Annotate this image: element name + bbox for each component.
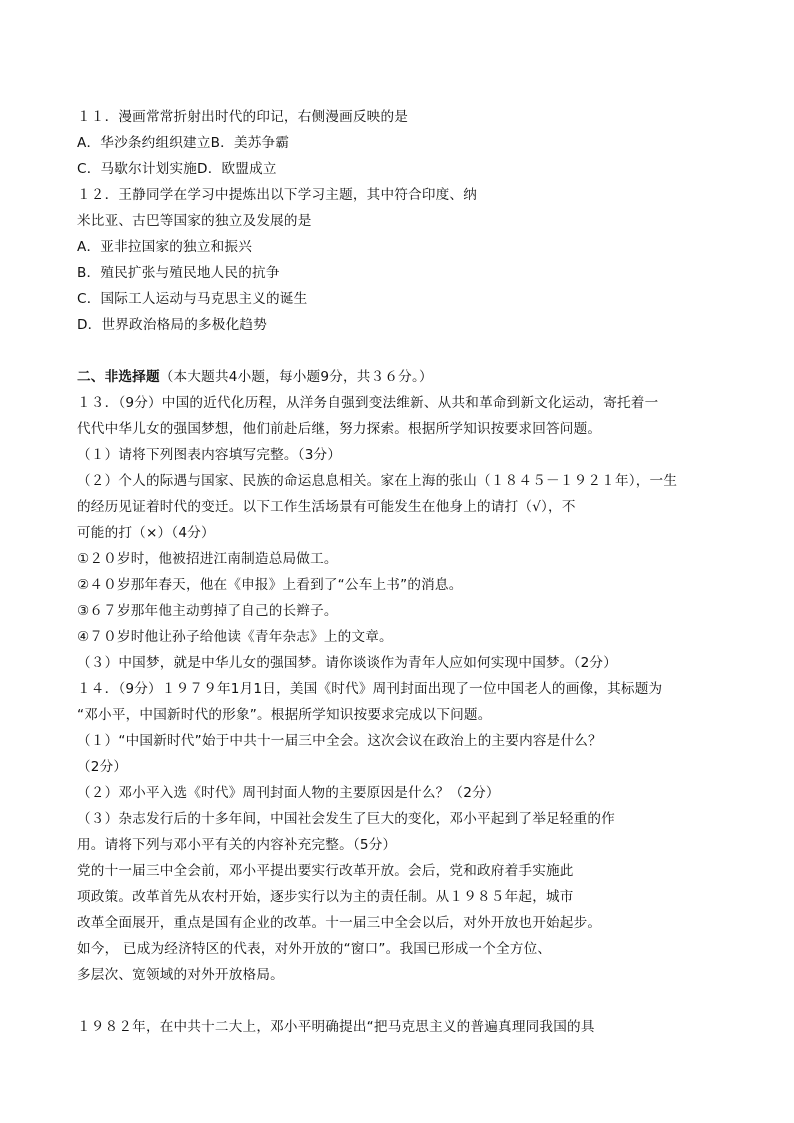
q13-sub-1: （１）请将下列图表内容填写完整。（3分） — [77, 447, 342, 463]
q14-sub-3: （３）杂志发行后的十多年间，中国社会发生了巨大的变化，邓小平起到了举足轻重的作 — [77, 811, 615, 827]
q13-line: １３．（9分）中国的近代化历程，从洋务自强到变法维新、从共和革命到新文化运动，寄托着一 — [77, 395, 659, 411]
q12-option-a: A．亚非拉国家的独立和振兴 — [77, 239, 253, 255]
q12-stem-line-2: 米比亚、古巴等国家的独立及发展的是 — [77, 213, 312, 229]
spacer — [77, 988, 717, 1014]
q12-stem-line-1: １２．王静同学在学习中提炼出以下学习主题，其中符合印度、纳 — [77, 187, 478, 203]
q13-item-1: ①２０岁时，他被招进江南制造总局做工。 — [77, 551, 338, 567]
q14-passage-line: 项政策。改革首先从农村开始，逐步实行以为主的责任制。从１９８５年起，城市 — [77, 889, 574, 905]
section-2-title: 二、非选择题 — [77, 369, 160, 385]
q14-sub-1: （１）“中国新时代”始于中共十一届三中全会。这次会议在政治上的主要内容是什么？ — [77, 733, 602, 749]
q14-passage-line: 改革全面展开，重点是国有企业的改革。十一届三中全会以后，对外开放也开始起步。 — [77, 915, 602, 931]
q13-item-2: ②４０岁那年春天，他在《申报》上看到了“公车上书”的消息。 — [77, 577, 463, 593]
q14-sub-2: （２）邓小平入选《时代》周刊封面人物的主要原因是什么？（2分） — [77, 785, 500, 801]
q14-line: 用。请将下列与邓小平有关的内容补充完整。（5分） — [77, 837, 397, 853]
q11-option-cd: C．马歇尔计划实施D．欧盟成立 — [77, 161, 277, 177]
spacer — [77, 338, 717, 364]
q14-passage-line: 党的十一届三中全会前，邓小平提出要实行改革开放。会后，党和政府着手实施此 — [77, 863, 574, 879]
q12-option-c: C．国际工人运动与马克思主义的诞生 — [77, 291, 308, 307]
q12-option-d: D．世界政治格局的多极化趋势 — [77, 317, 267, 333]
q14-line: １４．（9分）１９７９年1月1日，美国《时代》周刊封面出现了一位中国老人的画像，其标题为 — [77, 681, 663, 697]
section-2-note: （本大题共4小题，每小题9分，共３６分。） — [159, 369, 433, 385]
q13-sub-3: （３）中国梦，就是中华儿女的强国梦。请你谈谈作为青年人应如何实现中国梦。（2分） — [77, 655, 618, 671]
q12-option-b: B．殖民扩张与殖民地人民的抗争 — [77, 265, 280, 281]
q14-passage-line: 多层次、宽领域的对外开放格局。 — [77, 967, 284, 983]
q14-passage-line: 如今， 已成为经济特区的代表，对外开放的“窗口”。我国已形成一个全方位、 — [77, 941, 552, 957]
q13-line: 可能的打（×）（4分） — [77, 525, 215, 541]
exam-content — [77, 104, 717, 1040]
q13-sub-2: （２）个人的际遇与国家、民族的命运息息相关。家在上海的张山（１８４５－１９２１年），一生 — [77, 473, 678, 489]
section-2-heading — [77, 364, 717, 390]
q13-item-3: ③６７岁那年他主动剪掉了自己的长辫子。 — [77, 603, 338, 619]
q13-line: 的经历见证着时代的变迁。以下工作生活场景有可能发生在他身上的请打（√），不 — [77, 499, 576, 515]
q14-line: （2分） — [77, 759, 128, 775]
q13-item-4: ④７０岁时他让孙子给他读《青年杂志》上的文章。 — [77, 629, 393, 645]
q14-passage-1982: １９８２年，在中共十二大上，邓小平明确提出“把马克思主义的普遍真理同我国的具 — [77, 1019, 595, 1035]
q11-option-ab: A．华沙条约组织建立B．美苏争霸 — [77, 135, 290, 151]
q11-stem: １１．漫画常常折射出时代的印记，右侧漫画反映的是 — [77, 109, 409, 125]
q13-line: 代代中华儿女的强国梦想，他们前赴后继，努力探索。根据所学知识按要求回答问题。 — [77, 421, 602, 437]
q14-line: “邓小平，中国新时代的形象”。根据所学知识按要求完成以下问题。 — [77, 707, 492, 723]
